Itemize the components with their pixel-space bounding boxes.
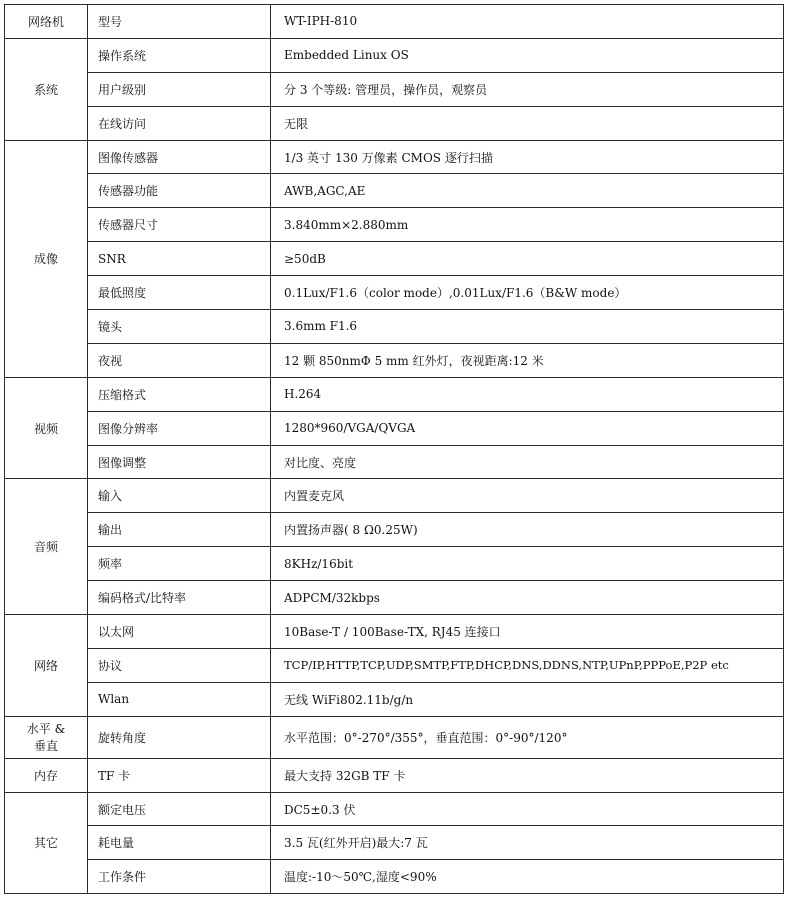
param-value: 温度:-10～50℃,湿度<90% — [271, 860, 784, 894]
category-line: 垂直 — [33, 739, 58, 754]
param-name: 压缩格式 — [88, 377, 271, 411]
category-cell: 成像 — [5, 140, 88, 377]
param-value: 3.6mm F1.6 — [271, 310, 784, 344]
param-value: 水平范围：0°-270°/355°，垂直范围：0°-90°/120° — [271, 716, 784, 758]
param-name: Wlan — [88, 682, 271, 716]
param-value: 内置扬声器( 8 Ω0.25W) — [271, 513, 784, 547]
param-name: 传感器功能 — [88, 174, 271, 208]
spec-row — [5, 581, 784, 615]
param-name: 型号 — [88, 5, 271, 39]
param-value: WT-IPH-810 — [271, 5, 784, 39]
spec-row — [5, 445, 784, 479]
param-value: 1/3 英寸 130 万像素 CMOS 逐行扫描 — [271, 140, 784, 174]
param-name: 镜头 — [88, 310, 271, 344]
spec-row-model — [5, 5, 784, 39]
spec-row — [5, 174, 784, 208]
spec-row — [5, 140, 784, 174]
param-name: 频率 — [88, 547, 271, 581]
param-value: 1280*960/VGA/QVGA — [271, 411, 784, 445]
param-name: 传感器尺寸 — [88, 208, 271, 242]
param-value: ADPCM/32kbps — [271, 581, 784, 615]
param-value: 无限 — [271, 106, 784, 140]
spec-row — [5, 860, 784, 894]
spec-row — [5, 547, 784, 581]
param-name: 编码格式/比特率 — [88, 581, 271, 615]
param-value: 0.1Lux/F1.6（color mode）,0.01Lux/F1.6（B&W mode） — [271, 276, 784, 310]
param-value: 3.840mm×2.880mm — [271, 208, 784, 242]
param-name: 工作条件 — [88, 860, 271, 894]
param-value: Embedded Linux OS — [271, 38, 784, 72]
param-value: 对比度、亮度 — [271, 445, 784, 479]
param-name: 在线访问 — [88, 106, 271, 140]
param-value: ≥50dB — [271, 242, 784, 276]
param-name: 协议 — [88, 648, 271, 682]
category-cell: 内存 — [5, 758, 88, 792]
param-value: H.264 — [271, 377, 784, 411]
spec-row — [5, 377, 784, 411]
category-cell — [5, 716, 88, 758]
spec-row — [5, 648, 784, 682]
param-name: 用户级别 — [88, 72, 271, 106]
param-value: TCP/IP,HTTP,TCP,UDP,SMTP,FTP,DHCP,DNS,DDNS,NTP,UPnP,PPPoE,P2P etc — [271, 648, 784, 682]
spec-row — [5, 513, 784, 547]
param-name: TF 卡 — [88, 758, 271, 792]
spec-row — [5, 758, 784, 792]
spec-row — [5, 106, 784, 140]
param-value: DC5±0.3 伏 — [271, 792, 784, 826]
spec-row — [5, 682, 784, 716]
spec-row — [5, 38, 784, 72]
param-name: 耗电量 — [88, 826, 271, 860]
spec-row — [5, 615, 784, 649]
param-value: 无线 WiFi802.11b/g/n — [271, 682, 784, 716]
param-name: 图像分辨率 — [88, 411, 271, 445]
category-cell: 系统 — [5, 38, 88, 140]
spec-table — [4, 4, 784, 894]
param-name: 图像传感器 — [88, 140, 271, 174]
spec-row — [5, 792, 784, 826]
spec-row — [5, 479, 784, 513]
category-cell: 其它 — [5, 792, 88, 894]
param-name: 额定电压 — [88, 792, 271, 826]
category-cell: 网络机 — [5, 5, 88, 39]
spec-row — [5, 276, 784, 310]
spec-row — [5, 411, 784, 445]
param-value: AWB,AGC,AE — [271, 174, 784, 208]
param-name: 输出 — [88, 513, 271, 547]
param-name: 夜视 — [88, 343, 271, 377]
param-name: 输入 — [88, 479, 271, 513]
param-name: 旋转角度 — [88, 716, 271, 758]
spec-row — [5, 72, 784, 106]
param-value: 12 颗 850nmΦ 5 mm 红外灯，夜视距离:12 米 — [271, 343, 784, 377]
param-value: 3.5 瓦(红外开启)最大:7 瓦 — [271, 826, 784, 860]
category-line: 水平 & — [26, 722, 66, 737]
param-value: 分 3 个等级: 管理员，操作员，观察员 — [271, 72, 784, 106]
category-cell: 视频 — [5, 377, 88, 479]
param-name: 图像调整 — [88, 445, 271, 479]
spec-row — [5, 242, 784, 276]
param-value: 最大支持 32GB TF 卡 — [271, 758, 784, 792]
param-value: 10Base-T / 100Base-TX, RJ45 连接口 — [271, 615, 784, 649]
param-value: 内置麦克风 — [271, 479, 784, 513]
param-name: 操作系统 — [88, 38, 271, 72]
spec-row — [5, 716, 784, 758]
param-name: SNR — [88, 242, 271, 276]
spec-row — [5, 826, 784, 860]
spec-row — [5, 208, 784, 242]
category-cell: 网络 — [5, 615, 88, 717]
param-name: 以太网 — [88, 615, 271, 649]
category-cell: 音频 — [5, 479, 88, 615]
spec-row — [5, 343, 784, 377]
param-name: 最低照度 — [88, 276, 271, 310]
spec-row — [5, 310, 784, 344]
param-value: 8KHz/16bit — [271, 547, 784, 581]
